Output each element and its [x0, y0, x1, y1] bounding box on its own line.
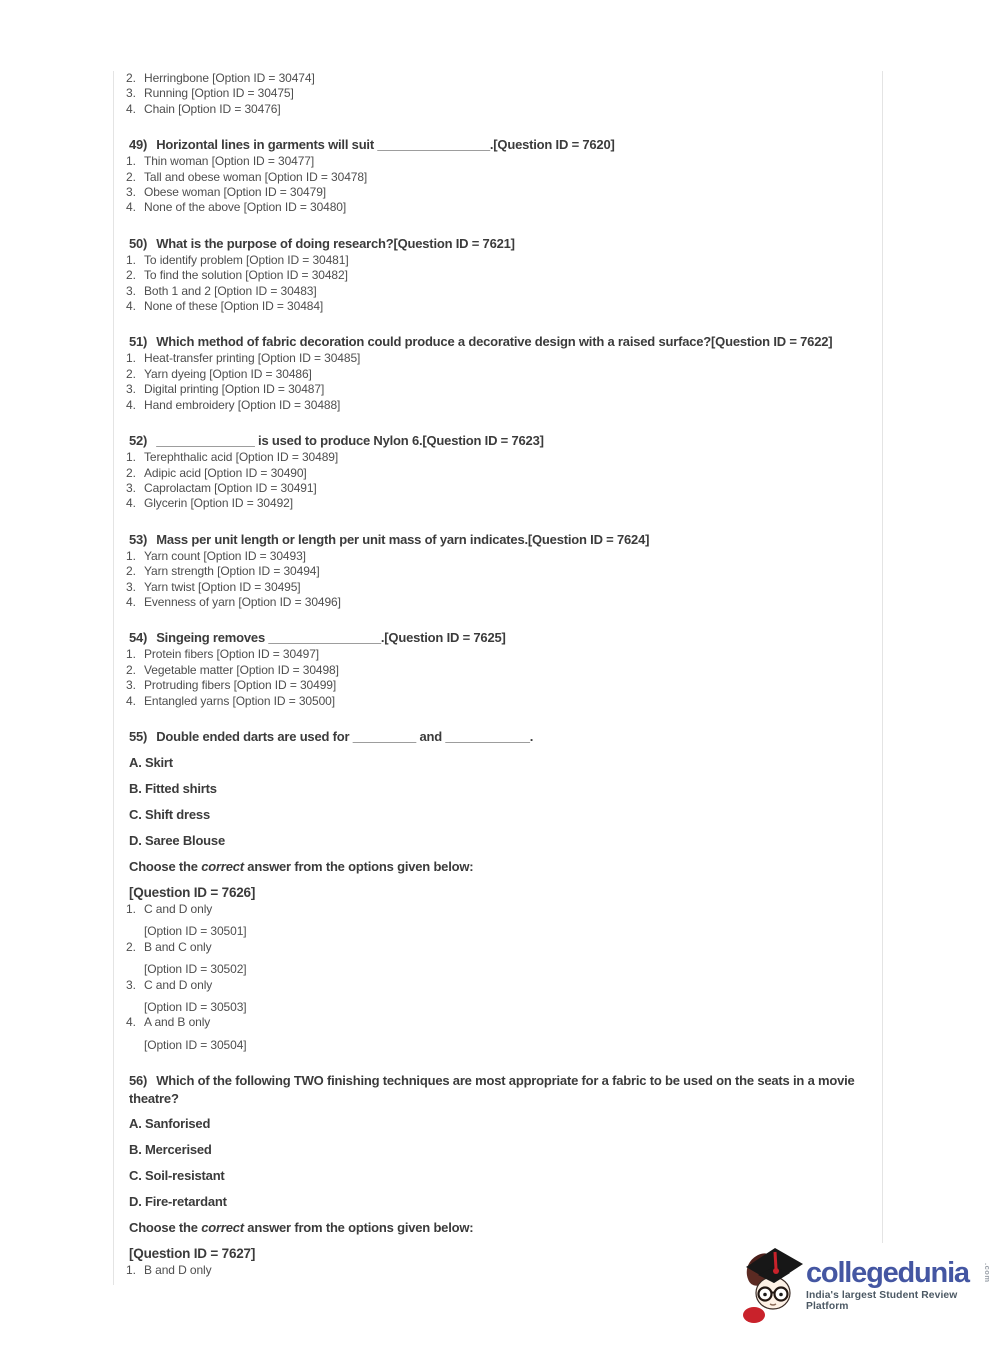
statement-a: A. Skirt [129, 754, 173, 770]
option-id: [Option ID = 30502] [144, 962, 247, 977]
option-line [126, 481, 882, 496]
option-line [126, 496, 882, 511]
option-line [126, 170, 882, 185]
question-title [129, 333, 882, 351]
option-number: 1. [126, 548, 136, 563]
question-title [129, 629, 882, 647]
option-number: 1. [126, 351, 136, 366]
statement-d: D. Fire-retardant [129, 1194, 227, 1210]
option-text: To find the solution [Option ID = 30482] [144, 268, 348, 283]
option-line [126, 351, 882, 366]
option-line [126, 549, 882, 564]
option-line [126, 268, 882, 283]
choose-prefix: Choose the [129, 858, 202, 874]
question-id: [Question ID = 7620] [493, 137, 615, 153]
option-text: Tall and obese woman [Option ID = 30478] [144, 169, 368, 184]
collegedunia-logo[interactable] [742, 1243, 992, 1325]
option-line [126, 450, 882, 465]
option-number: 4. [126, 397, 136, 412]
brand-name: collegedunia [806, 1257, 969, 1289]
option-text: Protruding fibers [Option ID = 30499] [144, 678, 337, 693]
option-line [126, 200, 882, 215]
question-number: 52) [129, 433, 148, 449]
question-text: Horizontal lines in garments will suit ________________. [156, 137, 494, 153]
option-number: 2. [126, 564, 136, 579]
question-title [129, 136, 882, 154]
option-text: C and D only [144, 901, 213, 916]
question-id: [Question ID = 7621] [393, 235, 515, 251]
option-line [126, 595, 882, 610]
option-number: 3. [126, 86, 136, 101]
option-text: Yarn twist [Option ID = 30495] [144, 579, 301, 594]
option-id: [Option ID = 30501] [144, 924, 247, 939]
statement-c: C. Soil-resistant [129, 1168, 225, 1184]
option-text: Obese woman [Option ID = 30479] [144, 185, 327, 200]
question-55 [126, 728, 882, 1053]
question-number: 55) [129, 728, 148, 744]
statement-c: C. Shift dress [129, 806, 210, 822]
option-line [126, 253, 882, 268]
option-number: 3. [126, 977, 136, 992]
question-title [129, 1072, 883, 1107]
option-line [126, 154, 882, 169]
option-number: 4. [126, 101, 136, 116]
brand-tagline: India's largest Student Review Platform [806, 1290, 958, 1312]
option-number: 3. [126, 382, 136, 397]
option-number: 3. [126, 579, 136, 594]
question-50 [126, 235, 882, 315]
option-text: Yarn strength [Option ID = 30494] [144, 564, 320, 579]
option-line [126, 284, 882, 299]
option-text: Glycerin [Option ID = 30492] [144, 496, 293, 511]
option-text: B and C only [144, 939, 212, 954]
option-text: Caprolactam [Option ID = 30491] [144, 480, 317, 495]
option-text: Heat-transfer printing [Option ID = 30485] [144, 351, 361, 366]
option-number: 4. [126, 594, 136, 609]
option-line [126, 564, 882, 579]
question-id: [Question ID = 7625] [384, 630, 506, 646]
choose-prefix: Choose the [129, 1220, 202, 1236]
question-title [129, 728, 882, 746]
option-line [126, 382, 882, 397]
choose-instruction [129, 1219, 882, 1237]
question-id: [Question ID = 7626] [129, 884, 256, 900]
option-id: [Option ID = 30503] [144, 1000, 247, 1014]
option-number: 1. [126, 154, 136, 169]
option-line [126, 940, 882, 955]
question-text: What is the purpose of doing research? [156, 235, 394, 251]
question-51 [126, 333, 882, 413]
option-number: 4. [126, 299, 136, 314]
option-line [126, 902, 882, 917]
option-number: 3. [126, 678, 136, 693]
option-text: Both 1 and 2 [Option ID = 30483] [144, 283, 317, 298]
question-text: Mass per unit length or length per unit mass of yarn indicates. [156, 531, 528, 547]
question-number: 49) [129, 137, 148, 153]
option-line [126, 647, 882, 662]
statement-b: B. Fitted shirts [129, 780, 217, 796]
question-53 [126, 531, 882, 611]
brand-tld: .com [983, 1263, 992, 1283]
option-line [126, 1015, 882, 1030]
option-text: Hand embroidery [Option ID = 30488] [144, 397, 341, 412]
choose-suffix: answer from the options given below: [243, 1220, 474, 1236]
option-number: 3. [126, 283, 136, 298]
question-id: [Question ID = 7622] [711, 334, 833, 350]
option-line [126, 102, 882, 117]
option-line [126, 663, 882, 678]
question-49 [126, 136, 882, 216]
option-number: 1. [126, 901, 136, 916]
option-number: 2. [126, 268, 136, 283]
question-number: 54) [129, 630, 148, 646]
option-number: 1. [126, 450, 136, 465]
option-number: 2. [126, 939, 136, 954]
option-text: Herringbone [Option ID = 30474] [144, 71, 315, 85]
option-text: Running [Option ID = 30475] [144, 86, 294, 101]
question-title [129, 531, 882, 549]
option-number: 2. [126, 71, 136, 85]
question-54 [126, 629, 882, 709]
option-number: 1. [126, 647, 136, 662]
option-number: 2. [126, 366, 136, 381]
question-title [129, 432, 882, 450]
option-number: 2. [126, 465, 136, 480]
page-content-frame [113, 71, 883, 1285]
option-text: Chain [Option ID = 30476] [144, 101, 281, 116]
choose-suffix: answer from the options given below: [243, 858, 474, 874]
option-number: 3. [126, 480, 136, 495]
option-line [126, 398, 882, 413]
question-id: [Question ID = 7624] [527, 531, 650, 547]
option-line [126, 299, 882, 314]
question-52 [126, 432, 882, 512]
option-number: 3. [126, 185, 136, 200]
question-id: [Question ID = 7627] [129, 1246, 256, 1262]
option-number: 4. [126, 496, 136, 511]
option-number: 2. [126, 662, 136, 677]
option-number: 4. [126, 693, 136, 708]
question-text: Double ended darts are used for _________ and ____________. [156, 728, 534, 744]
option-text: C and D only [144, 977, 213, 992]
option-text: Yarn count [Option ID = 30493] [144, 548, 306, 563]
option-text: Vegetable matter [Option ID = 30498] [144, 662, 339, 677]
question-text: Singeing removes ________________. [156, 630, 385, 646]
option-text: Digital printing [Option ID = 30487] [144, 382, 325, 397]
question-text: Which method of fabric decoration could produce a decorative design with a raised surface? [156, 334, 712, 350]
question-number: 50) [129, 235, 148, 251]
option-line [126, 978, 882, 993]
question-number: 53) [129, 531, 148, 547]
question-title [129, 235, 882, 253]
option-line [126, 466, 882, 481]
option-number: 2. [126, 169, 136, 184]
option-line [126, 694, 882, 709]
choose-italic-word: correct [201, 1220, 244, 1236]
choose-italic-word: correct [201, 858, 244, 874]
option-text: None of these [Option ID = 30484] [144, 299, 324, 314]
option-number: 1. [126, 1263, 136, 1278]
question-text: Which of the following TWO finishing techniques are most appropriate for a fabric to be used on the seats in a movie theatre? [129, 1073, 855, 1106]
choose-instruction [129, 858, 882, 876]
statement-d: D. Saree Blouse [129, 832, 225, 848]
option-text: Yarn dyeing [Option ID = 30486] [144, 366, 312, 381]
option-number: 4. [126, 1015, 136, 1030]
mascot-icon [742, 1243, 806, 1323]
option-text: Terephthalic acid [Option ID = 30489] [144, 450, 339, 465]
option-text: None of the above [Option ID = 30480] [144, 200, 347, 215]
option-text: B and D only [144, 1263, 212, 1278]
option-text: Thin woman [Option ID = 30477] [144, 154, 315, 169]
option-id: [Option ID = 30504] [144, 1037, 247, 1052]
previous-question-options [126, 71, 882, 117]
option-line [126, 71, 882, 86]
question-id: [Question ID = 7623] [422, 433, 544, 449]
option-text: Protein fibers [Option ID = 30497] [144, 647, 320, 662]
option-text: Evenness of yarn [Option ID = 30496] [144, 594, 341, 609]
logo-text [806, 1243, 992, 1312]
option-number: 4. [126, 200, 136, 215]
statement-a: A. Sanforised [129, 1116, 211, 1132]
question-text: ______________ is used to produce Nylon 6. [156, 433, 423, 449]
option-text: To identify problem [Option ID = 30481] [144, 252, 349, 267]
question-number: 51) [129, 334, 148, 350]
question-number: 56) [129, 1073, 148, 1089]
option-line [126, 86, 882, 101]
option-text: Entangled yarns [Option ID = 30500] [144, 693, 335, 708]
option-text: A and B only [144, 1015, 211, 1030]
option-number: 1. [126, 252, 136, 267]
option-line [126, 367, 882, 382]
option-line [126, 185, 882, 200]
option-text: Adipic acid [Option ID = 30490] [144, 465, 307, 480]
option-line [126, 678, 882, 693]
statement-b: B. Mercerised [129, 1142, 212, 1158]
option-line [126, 580, 882, 595]
